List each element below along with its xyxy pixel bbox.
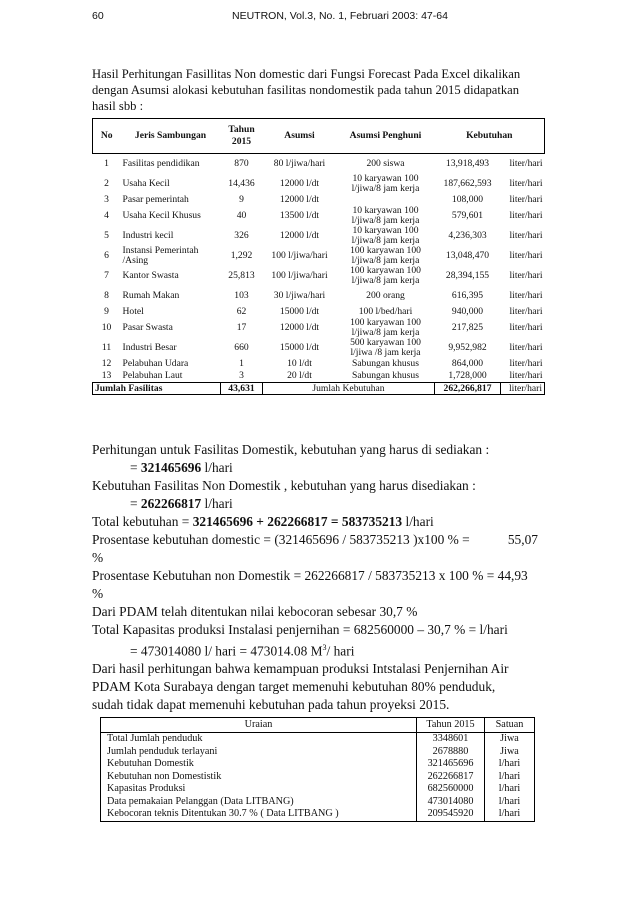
table-row: [93, 266, 545, 286]
cell-tahun: 1,292: [230, 250, 253, 261]
cell-uraian: Kebutuhan Domestik: [101, 758, 417, 771]
header-asumsi: Asumsi: [263, 119, 337, 154]
text-line: = 321465696 l/hari: [130, 460, 233, 475]
cell-kebutuhan: 940,000: [451, 306, 484, 317]
cell-kebutuhan: 108,000: [451, 194, 484, 205]
summary-header-row: [101, 718, 535, 733]
cell-jenis: Pasar Swasta: [122, 322, 173, 333]
cell-kebutuhan: 187,662,593: [443, 178, 492, 189]
cell-asumsi: 12000 l/dt: [279, 230, 320, 241]
cell-jenis: Kantor Swasta: [122, 270, 179, 281]
cell-satuan: l/hari: [485, 758, 535, 771]
cell-tahun: 62: [236, 306, 247, 317]
cell-jenis: Usaha Kecil Khusus: [122, 210, 201, 221]
cell-uraian: Total Jumlah penduduk: [101, 733, 417, 746]
cell-jenis: Hotel: [122, 306, 144, 317]
cell-no: 8: [104, 290, 109, 301]
cell-asumsi: 15000 l/dt: [279, 306, 320, 317]
summary-table: [100, 717, 535, 822]
cell-penghuni: 10 karyawan 100 l/jiwa/8 jam kerja: [351, 206, 420, 226]
cell-kebutuhan: 579,601: [451, 210, 484, 221]
cell-no: 3: [104, 194, 109, 205]
total-unit: liter/hari: [501, 383, 545, 395]
text-line: Prosentase Kebutuhan non Domestik = 262266817 / 583735213 x 100 % = 44,93: [92, 568, 528, 583]
cell-tahun: 262266817: [417, 771, 485, 784]
cell-kebutuhan: 1,728,000: [448, 370, 487, 381]
cell-tahun: 473014080: [417, 796, 485, 809]
cell-no: 11: [101, 342, 112, 353]
cell-satuan: l/hari: [485, 771, 535, 784]
cell-jenis: Rumah Makan: [122, 290, 180, 301]
cell-unit: liter/hari: [509, 158, 543, 169]
cell-no: 4: [104, 210, 109, 221]
grand-total: 321465696 + 262266817 = 583735213: [192, 514, 403, 529]
page-header: [92, 10, 544, 26]
text-line: sudah tidak dapat memenuhi kebutuhan pada tahun proyeksi 2015.: [92, 697, 450, 713]
cell-no: 10: [101, 322, 112, 333]
table-row: [93, 246, 545, 266]
cell-satuan: Jiwa: [485, 746, 535, 759]
cell-penghuni: 10 karyawan 100 l/jiwa/8 jam kerja: [351, 174, 420, 194]
cell-asumsi: 13500 l/dt: [279, 210, 320, 221]
cell-uraian: Kebutuhan non Domestistik: [101, 771, 417, 784]
header-tahun: Tahun 2015: [221, 119, 263, 154]
cell-unit: liter/hari: [509, 210, 543, 221]
summary-row: [101, 733, 535, 746]
table-row: [93, 194, 545, 206]
cell-tahun: 3348601: [417, 733, 485, 746]
cell-jenis: Pelabuhan Laut: [122, 370, 183, 381]
total-kebutuhan-label: Jumlah Kebutuhan: [263, 383, 435, 395]
non-domestic-total: 262266817: [140, 496, 202, 511]
cell-tahun: 326: [234, 230, 249, 241]
cell-asumsi: 15000 l/dt: [279, 342, 320, 353]
cell-no: 13: [101, 370, 112, 381]
cell-tahun: 321465696: [417, 758, 485, 771]
domestic-percentage: 55,07: [507, 532, 538, 547]
cell-tahun: 25,813: [228, 270, 255, 281]
total-kebutuhan: 262,266,817: [435, 383, 501, 395]
summary-row: [101, 746, 535, 759]
intro-line: Hasil Perhitungan Fasillitas Non domestic dari Fungsi Forecast Pada Excel dikalikan: [92, 67, 521, 81]
header-satuan: Satuan: [485, 718, 535, 733]
intro-line: dengan Asumsi alokasi kebutuhan fasilitas nondomestik pada tahun 2015 didapatkan: [92, 83, 520, 97]
text-line: %: [92, 586, 104, 601]
cell-tahun: 3: [239, 370, 244, 381]
cell-jenis: Industri Besar: [122, 342, 177, 353]
cell-tahun: 209545920: [417, 808, 485, 821]
cell-asumsi: 100 l/jiwa/hari: [271, 270, 328, 281]
cell-no: 6: [104, 250, 109, 261]
cell-penghuni: 200 orang: [366, 290, 405, 301]
text-line: Total Kapasitas produksi Instalasi penjernihan = 682560000 – 30,7 % = l/hari: [92, 622, 508, 637]
text-line: PDAM Kota Surabaya dengan target memenuhi kebutuhan 80% penduduk,: [92, 679, 496, 695]
cell-penghuni: 200 siswa: [366, 158, 405, 169]
cell-penghuni: 500 karyawan 100 l/jiwa /8 jam kerja: [350, 338, 421, 358]
table-row: [93, 154, 545, 175]
cell-tahun: 1: [239, 358, 244, 369]
cell-satuan: l/hari: [485, 783, 535, 796]
table-row: [93, 286, 545, 306]
summary-row: [101, 796, 535, 809]
summary-row: [101, 783, 535, 796]
cell-penghuni: 10 karyawan 100 l/jiwa/8 jam kerja: [351, 226, 420, 246]
summary-row: [101, 771, 535, 784]
cell-unit: liter/hari: [509, 306, 543, 317]
cell-penghuni: [337, 194, 435, 206]
total-label: Jumlah Fasilitas: [93, 383, 221, 395]
cell-penghuni: 100 karyawan 100 l/jiwa/8 jam kerja: [350, 246, 421, 266]
cell-tahun: 870: [234, 158, 249, 169]
text-line: %: [92, 550, 104, 565]
total-row: [93, 383, 545, 395]
table-row: [93, 358, 545, 370]
cell-kebutuhan: 217,825: [451, 322, 484, 333]
cell-jenis: Pelabuhan Udara: [122, 358, 189, 369]
cell-tahun: 14,436: [228, 178, 255, 189]
journal-citation: NEUTRON, Vol.3, No. 1, Februari 2003: 47-64: [232, 10, 448, 22]
cell-satuan: l/hari: [485, 808, 535, 821]
text-line: = 473014080 l/ hari = 473014.08 $M^3/$ hari: [130, 643, 355, 659]
cell-kebutuhan: 616,395: [451, 290, 484, 301]
text-line: Dari PDAM telah ditentukan nilai kebocoran sebesar 30,7 %: [92, 604, 418, 619]
cell-asumsi: 30 l/jiwa/hari: [273, 290, 326, 301]
cell-kebutuhan: 28,394,155: [445, 270, 490, 281]
cell-no: 1: [104, 158, 109, 169]
cell-jenis: Usaha Kecil: [122, 178, 170, 189]
text-line: Dari hasil perhitungan bahwa kemampuan produksi Intstalasi Penjernihan Air: [92, 661, 509, 677]
calculation-text: [92, 441, 544, 714]
summary-row: [101, 758, 535, 771]
text-line: = 262266817 l/hari: [130, 496, 233, 511]
cell-jenis: Instansi Pemerintah /Asing: [122, 246, 199, 266]
text-line: Prosentase kebutuhan domestic = (321465696 / 583735213 )x100 % = 55,07: [92, 532, 538, 547]
cell-asumsi: 12000 l/dt: [279, 178, 320, 189]
cell-tahun: 682560000: [417, 783, 485, 796]
summary-row: [101, 808, 535, 821]
table-row: [93, 174, 545, 194]
cell-unit: liter/hari: [509, 230, 543, 241]
cell-jenis: Fasilitas pendidikan: [122, 158, 200, 169]
cell-penghuni: Sabungan khusus: [352, 370, 419, 381]
total-tahun: 43,631: [221, 383, 263, 395]
cell-no: 9: [104, 306, 109, 317]
text-line: Kebutuhan Fasilitas Non Domestik , kebutuhan yang harus disediakan :: [92, 478, 476, 493]
cell-unit: liter/hari: [509, 178, 543, 189]
cell-tahun: 9: [239, 194, 244, 205]
non-domestic-facilities-table: [92, 118, 545, 395]
cell-satuan: l/hari: [485, 796, 535, 809]
cell-unit: liter/hari: [509, 322, 543, 333]
table-row: [93, 306, 545, 318]
cell-unit: liter/hari: [509, 194, 543, 205]
cell-no: 7: [104, 270, 109, 281]
cell-unit: liter/hari: [509, 358, 543, 369]
cell-satuan: Jiwa: [485, 733, 535, 746]
table-row: [93, 338, 545, 358]
page-number: 60: [92, 10, 104, 22]
header-no: No: [93, 119, 121, 154]
table-row: [93, 370, 545, 383]
text-line: Total kebutuhan = 321465696 + 262266817 = 583735213 l/hari: [92, 514, 434, 529]
cell-unit: liter/hari: [509, 342, 543, 353]
cell-asumsi: 20 l/dt: [287, 370, 312, 381]
header-asumsi-penghuni: Asumsi Penghuni: [337, 119, 435, 154]
header-tahun-2015: Tahun 2015: [417, 718, 485, 733]
cell-tahun: 17: [236, 322, 247, 333]
cell-jenis: Industri kecil: [122, 230, 174, 241]
cell-no: 5: [104, 230, 109, 241]
cell-kebutuhan: 9,952,982: [448, 342, 487, 353]
cell-tahun: 40: [236, 210, 247, 221]
table-row: [93, 318, 545, 338]
header-jenis: Jeris Sambungan: [121, 119, 221, 154]
cell-uraian: Jumlah penduduk terlayani: [101, 746, 417, 759]
cell-kebutuhan: 13,048,470: [445, 250, 490, 261]
cell-unit: liter/hari: [509, 290, 543, 301]
cell-asumsi: 10 l/dt: [287, 358, 312, 369]
header-kebutuhan: Kebutuhan: [435, 119, 545, 154]
cell-uraian: Kebocoran teknis Ditentukan 30.7 % ( Data LITBANG ): [101, 808, 417, 821]
cell-tahun: 660: [234, 342, 249, 353]
cell-asumsi: 12000 l/dt: [279, 322, 320, 333]
intro-line: hasil sbb :: [92, 99, 144, 113]
cell-penghuni: 100 l/bed/hari: [358, 306, 413, 317]
cell-uraian: Data pemakaian Pelanggan (Data LITBANG): [101, 796, 417, 809]
header-uraian: Uraian: [101, 718, 417, 733]
cell-asumsi: 100 l/jiwa/hari: [271, 250, 328, 261]
table-row: [93, 206, 545, 226]
domestic-total: 321465696: [140, 460, 202, 475]
cell-kebutuhan: 13,918,493: [445, 158, 490, 169]
cell-no: 12: [101, 358, 112, 369]
cell-jenis: Pasar pemerintah: [122, 194, 189, 205]
cell-tahun: 103: [234, 290, 249, 301]
cell-kebutuhan: 4,236,303: [448, 230, 487, 241]
cell-kebutuhan: 864,000: [451, 358, 484, 369]
cell-penghuni: 100 karyawan 100 l/jiwa/8 jam kerja: [350, 266, 421, 286]
cell-unit: liter/hari: [509, 250, 543, 261]
cell-unit: liter/hari: [509, 270, 543, 281]
cell-uraian: Kapasitas Produksi: [101, 783, 417, 796]
cell-tahun: 2678880: [417, 746, 485, 759]
cell-asumsi: 80 l/jiwa/hari: [273, 158, 326, 169]
table-row: [93, 226, 545, 246]
cell-unit: liter/hari: [509, 370, 543, 381]
table-header-row: [93, 119, 545, 154]
text-line: Perhitungan untuk Fasilitas Domestik, kebutuhan yang harus di sediakan :: [92, 442, 490, 457]
cell-penghuni: Sabungan khusus: [352, 358, 419, 369]
cell-penghuni: 100 karyawan 100 l/jiwa/8 jam kerja: [350, 318, 421, 338]
cell-no: 2: [104, 178, 109, 189]
cell-asumsi: 12000 l/dt: [279, 194, 320, 205]
intro-paragraph: [92, 66, 548, 114]
